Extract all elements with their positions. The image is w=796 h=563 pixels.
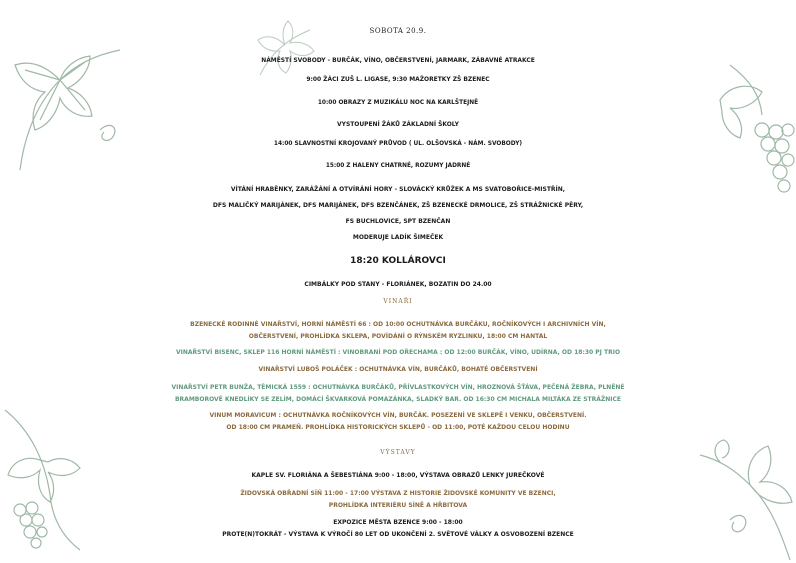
program-kollarovci-title: 18:20 KOLLÁROVCI bbox=[350, 256, 446, 266]
exhibition-entry: ŽIDOVSKÁ OBŘADNÍ SÍŇ 11:00 - 17:00 VÝSTAVA Z HISTORIE ŽIDOVSKÉ KOMUNITY VE BZENCI, bbox=[240, 490, 556, 497]
exhibition-entry: PROTE(N)TOKRÁT - VÝSTAVA K VÝROČÍ 80 LET OD UKONČENÍ 2. SVĚTOVÉ VÁLKY A OSVOBOZENÍ BZENCE bbox=[222, 531, 574, 538]
grape-cluster-icon bbox=[700, 60, 796, 220]
intro-line: NÁMĚSTÍ SVOBODY - BURČÁK, VÍNO, OBČERSTVENÍ, JARMARK, ZÁBAVNÉ ATRAKCE bbox=[261, 57, 535, 64]
program-haleny-line: DFS MALIČKÝ MARIJÁNEK, DFS MARIJÁNEK, DFS BZENČÁNEK, ZŠ BZENECKÉ DRMOLICE, ZŠ STRÁŽNICKÉ PĚRY, bbox=[212, 202, 584, 209]
program-moderator: MODERUJE LADÍK ŠIMEČEK bbox=[352, 234, 444, 241]
exhibition-entry: PROHLÍDKA INTERIÉRU SÍNĚ A HŘBITOVA bbox=[328, 502, 468, 509]
exhibitions-heading: VÝSTAVY bbox=[380, 449, 416, 456]
winemaker-entry: VINAŘSTVÍ PETR BUNŽA, TĚMICKÁ 1559 : OCHUTNÁVKA BURČÁKŮ, PŘÍVLASTKOVÝCH VÍN, HROZNOVÁ ŠŤÁVA, PEČENÁ ŽEBRA, PLNĚNÉ bbox=[171, 384, 625, 391]
program-haleny-line: FS BUCHLOVICE, SPT BZENČAN bbox=[345, 218, 451, 225]
winemakers-heading: VINAŘI bbox=[383, 298, 413, 305]
program-musical-title: 10:00 OBRAZY Z MUZIKÁLU NOC NA KARLŠTEJNĚ bbox=[317, 100, 479, 106]
winemaker-entry: OD 18:00 CM PRAMEŇ. PROHLÍDKA HISTORICKÝCH SKLEPŮ - OD 11:00, POTÉ KAŽDOU CELOU HODINU bbox=[226, 424, 570, 431]
day-title: SOBOTA 20.9. bbox=[369, 27, 427, 35]
program-haleny-title: 15:00 Z HALENY CHATRNÉ, ROZUMY JADRNÉ bbox=[325, 163, 471, 169]
winemaker-entry: OBČERSTVENÍ, PROHLÍDKA SKLEPA, POVÍDÁNÍ O RÝNSKÉM RYZLINKU, 18:00 CM HANTAL bbox=[248, 333, 548, 340]
program-kollarovci-subtitle: CIMBÁLKY POD STANY - FLORIÁNEK, BOZATIN DO 24.00 bbox=[304, 281, 492, 288]
program-musical-subtitle: VYSTOUPENÍ ŽÁKŮ ZÁKLADNÍ ŠKOLY bbox=[337, 121, 459, 128]
grape-leaf-icon bbox=[250, 15, 330, 85]
vine-tendril-icon bbox=[690, 410, 796, 563]
exhibition-entry: KAPLE SV. FLORIÁNA A ŠEBESTIÁNA 9:00 - 18:00, VÝSTAVA OBRAZŮ LENKY JUREČKOVÉ bbox=[251, 472, 545, 479]
exhibition-entry: EXPOZICE MĚSTA BZENCE 9:00 - 18:00 bbox=[333, 519, 463, 526]
intro-line: 9:00 ŽÁCI ZUŠ L. LIGASE, 9:30 MAŽORETKY ZŠ BZENEC bbox=[306, 76, 490, 83]
winemaker-entry: VINAŘSTVÍ LUBOŠ POLÁČEK : OCHUTNÁVKA VÍN, BURČÁKŮ, BOHATÉ OBČERSTVENÍ bbox=[258, 366, 538, 373]
program-haleny-line: VÍTÁNÍ HRABĚNKY, ZARÁŽÁNÍ A OTVÍRÁNÍ HORY - SLOVÁCKÝ KRŮŽEK A MS SVATOBOŘICE-MISTŘÍN, bbox=[230, 186, 566, 193]
winemaker-entry: VINUM MORAVICUM : OCHUTNÁVKA ROČNÍKOVÝCH VÍN, BURČÁK. POSEZENÍ VE SKLEPĚ I VENKU, OBČERSTVENÍ. bbox=[209, 412, 587, 419]
winemaker-entry: BRAMBOROVÉ KNEDLÍKY SE ZELÍM, DOMÁCÍ ŠKVARKOVÁ POMAZÁNKA, SLADKÝ BAR. OD 16:30 CM MICHALA MILTÁKA ZE STRÁŽNICE bbox=[174, 396, 621, 403]
winemaker-entry: BZENECKÉ RODINNÉ VINAŘSTVÍ, HORNÍ NÁMĚSTÍ 66 : OD 10:00 OCHUTNÁVKA BURČÁKU, ROČNÍKOVÝCH I ARCHIVNÍCH VÍN, bbox=[190, 321, 606, 328]
winemaker-entry: VINAŘSTVÍ BISENC, SKLEP 116 HORNÍ NÁMĚSTÍ : VINOBRANÍ POD OŘECHAMA : OD 12:00 BURČÁK, VÍNO, UDÍRNA, OD 18:30 PJ TRIO bbox=[175, 349, 621, 356]
program-parade: 14:00 SLAVNOSTNÍ KROJOVANÝ PRŮVOD ( UL. OLŠOVSKÁ - NÁM. SVOBODY) bbox=[273, 141, 523, 147]
